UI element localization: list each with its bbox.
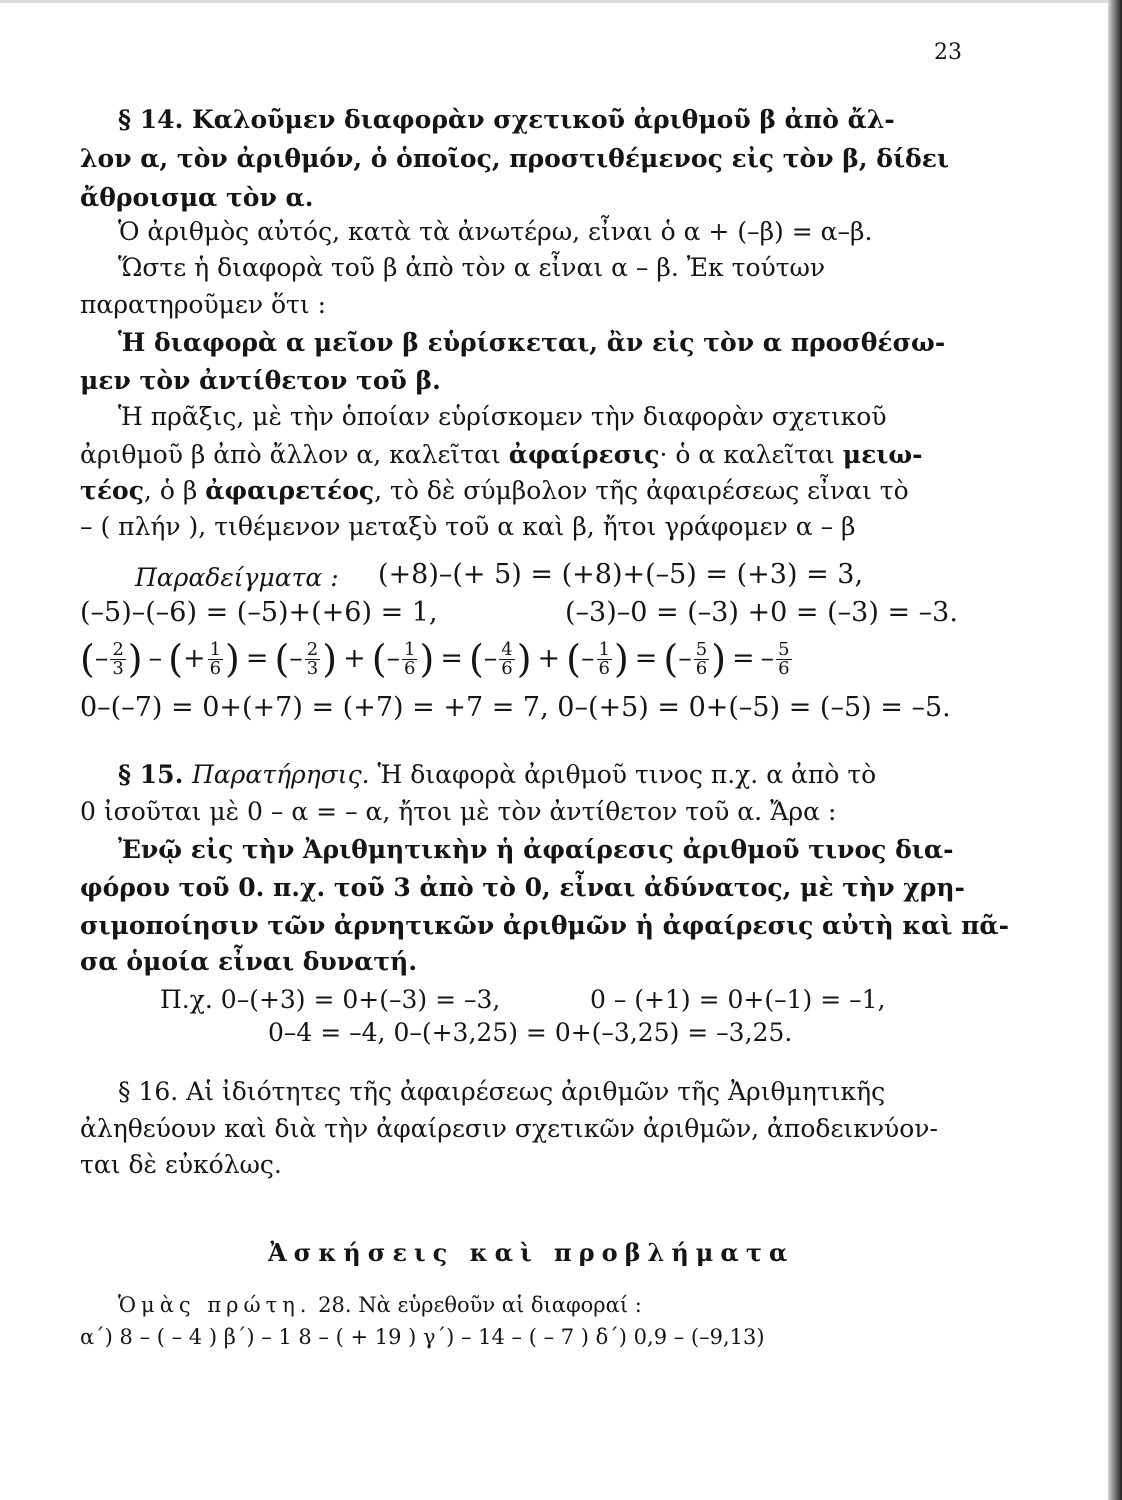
paren: ) (322, 637, 338, 681)
section16-line3: ται δὲ εὐκόλως. (80, 1150, 282, 1179)
den: 6 (404, 657, 416, 679)
op: – (148, 643, 163, 674)
term-meioteos-end: τέος (80, 476, 144, 505)
group-label: Ὁμὰς πρώτη. (118, 1293, 312, 1317)
paren: ) (711, 637, 727, 681)
section14-line4: Ὁ ἀριθμὸς αὐτός, κατὰ τὰ ἀνωτέρω, εἶναι ὁ α + (–β) = α–β. (118, 217, 873, 246)
section15-rule-line3: σιμοποίησιν τῶν ἀρνητικῶν ἀριθμῶν ἡ ἀφαίρεσις αὐτὴ καὶ πᾶ- (80, 911, 1010, 940)
example-line2a: (–5)–(–6) = (–5)+(+6) = 1, (80, 597, 438, 628)
paren: ( (274, 637, 290, 681)
paren: ( (168, 637, 183, 681)
text: Ἡ διαφορὰ ἀριθμοῦ τινος π.χ. α ἀπὸ τὸ (369, 760, 877, 789)
den: 6 (209, 657, 222, 679)
section15-rule-line2: φόρου τοῦ 0. π.χ. τοῦ 3 ἀπὸ τὸ 0, εἶναι ἀδύνατος, μὲ τὴν χρη- (80, 873, 965, 902)
num: 1 (209, 638, 222, 660)
page-number: 23 (934, 40, 962, 65)
section14-line10 (80, 440, 923, 470)
example-line2b: (–3)–0 = (–3) +0 = (–3) = –3. (565, 597, 958, 628)
paren: ) (419, 637, 435, 681)
op: = (634, 643, 658, 674)
section14-line6: παρατηροῦμεν ὅτι : (80, 290, 327, 319)
section15-rule-line4: σα ὁμοία εἶναι δυνατή. (80, 947, 418, 976)
paren: ) (613, 637, 629, 681)
paren: ( (371, 637, 387, 681)
paren: ( (566, 637, 581, 681)
section14-line9: Ἡ πρᾶξις, μὲ τὴν ὁποίαν εὑρίσκομεν τὴν διαφορὰν σχετικοῦ (118, 402, 887, 431)
scan-top-edge (0, 0, 1122, 3)
section14-rule-line2: μεν τὸν ἀντίθετον τοῦ β. (80, 366, 441, 395)
term-meioteos: μειω- (842, 440, 923, 469)
fraction-1-6 (402, 638, 417, 679)
den: 6 (598, 657, 610, 679)
section15-example-line1b: 0 – (+1) = 0+(–1) = –1, (590, 985, 886, 1014)
sign: – (386, 643, 401, 674)
sign: – (483, 643, 498, 674)
den: 3 (306, 657, 319, 679)
text: , τὸ δὲ σύμβολον τῆς ἀφαιρέσεως εἶναι τὸ (374, 476, 909, 505)
section15-title: Παρατήρησις. (191, 760, 370, 789)
num: 5 (778, 638, 790, 660)
den: 3 (112, 657, 124, 679)
text: · ὁ α καλεῖται (659, 440, 843, 469)
section14-line11 (80, 476, 909, 506)
op: = (732, 643, 755, 674)
group-text: 28. Νὰ εὑρεθοῦν αἱ διαφοραί : (311, 1293, 642, 1317)
den: 6 (695, 657, 708, 679)
num: 2 (306, 638, 319, 660)
exercises-heading: Ἀσκήσεις καὶ προβλήματα (268, 1238, 795, 1267)
num: 1 (598, 638, 610, 660)
fraction-5-6 (694, 638, 709, 679)
sign: + (182, 643, 206, 674)
exercises-items-line: α΄) 8 – ( – 4 ) β΄) – 1 8 – ( + 19 ) γ΄) – 14 – ( – 7 ) δ΄) 0,9 – (–9,13) (80, 1325, 765, 1349)
paren: ( (663, 637, 679, 681)
term-afairesis: ἀφαίρεσις (508, 440, 660, 469)
den: 6 (501, 657, 513, 679)
paren: ) (516, 637, 532, 681)
section14-line2: λον α, τὸν ἀριθμόν, ὁ ὁποῖος, προστιθέμενος εἰς τὸν β, δίδει (80, 144, 950, 173)
paren: ) (225, 637, 240, 681)
op: = (245, 643, 269, 674)
example-line3-fractions (80, 630, 794, 688)
den: 6 (778, 657, 790, 679)
num: 4 (501, 638, 513, 660)
num: 1 (404, 638, 416, 660)
num: 2 (112, 638, 124, 660)
section14-line5: Ὥστε ἡ διαφορὰ τοῦ β ἀπὸ τὸν α εἶναι α – β. Ἐκ τούτων (118, 253, 826, 282)
fraction-4-6 (499, 638, 514, 679)
section14-rule-line1: Ἡ διαφορὰ α μεῖον β εὑρίσκεται, ἂν εἰς τὸν α προσθέσω- (118, 328, 946, 357)
section14-line12: – ( πλήν ), τιθέμενον μεταξὺ τοῦ α καὶ β, ἤτοι γράφομεν α – β (80, 512, 856, 541)
fraction-2-3 (110, 638, 125, 679)
fraction-2-3 (305, 638, 320, 679)
op: + (343, 643, 366, 674)
section16-line1: § 16. Αἱ ἰδιότητες τῆς ἀφαιρέσεως ἀριθμῶν τῆς Ἀριθμητικῆς (118, 1077, 886, 1106)
sign: – (289, 643, 303, 674)
sign: – (678, 643, 692, 674)
op: = (440, 643, 463, 674)
examples-label (135, 563, 339, 593)
example-line4: 0–(–7) = 0+(+7) = (+7) = +7 = 7, 0–(+5) = 0+(–5) = (–5) = –5. (80, 692, 951, 723)
section15-line2: 0 ἰσοῦται μὲ 0 – α = – α, ἤτοι μὲ τὸν ἀντίθετον τοῦ α. Ἄρα : (80, 797, 837, 826)
sign: – (581, 643, 595, 674)
fraction-1-6 (208, 638, 223, 679)
example-line1: (+8)–(+ 5) = (+8)+(–5) = (+3) = 3, (378, 559, 864, 590)
scan-right-edge (1108, 0, 1122, 1500)
fraction-1-6 (597, 638, 612, 679)
section14-line1: § 14. Καλοῦμεν διαφορὰν σχετικοῦ ἀριθμοῦ β ἀπὸ ἄλ- (118, 105, 895, 134)
term-afairetos: ἀφαιρετέος (205, 476, 375, 505)
text: ἀριθμοῦ β ἀπὸ ἄλλον α, καλεῖται (80, 440, 509, 469)
text: , ὁ β (143, 476, 206, 505)
op: + (537, 643, 561, 674)
fraction-5-6 (776, 638, 791, 679)
sign: – (94, 643, 109, 674)
paren: ) (127, 637, 143, 681)
paren: ( (80, 637, 95, 681)
section15-number: § 15. (118, 760, 192, 789)
paren: ( (468, 637, 484, 681)
section15-rule-line1: Ἐνῷ εἰς τὴν Ἀριθμητικὴν ἡ ἀφαίρεσις ἀριθμοῦ τινος δια- (118, 835, 954, 864)
section16-line2: ἀληθεύουν καὶ διὰ τὴν ἀφαίρεσιν σχετικῶν ἀριθμῶν, ἀποδεικνύον- (80, 1114, 938, 1143)
section15-example-line1a: Π.χ. 0–(+3) = 0+(–3) = –3, (160, 985, 501, 1014)
section15-example-line2: 0–4 = –4, 0–(+3,25) = 0+(–3,25) = –3,25. (268, 1018, 793, 1047)
sign: – (760, 643, 775, 674)
exercises-group-line (118, 1290, 642, 1320)
num: 5 (695, 638, 708, 660)
examples-title: Παραδείγματα : (135, 563, 339, 592)
section15-line1 (118, 760, 876, 790)
section14-line3: ἄθροισμα τὸν α. (80, 183, 314, 212)
